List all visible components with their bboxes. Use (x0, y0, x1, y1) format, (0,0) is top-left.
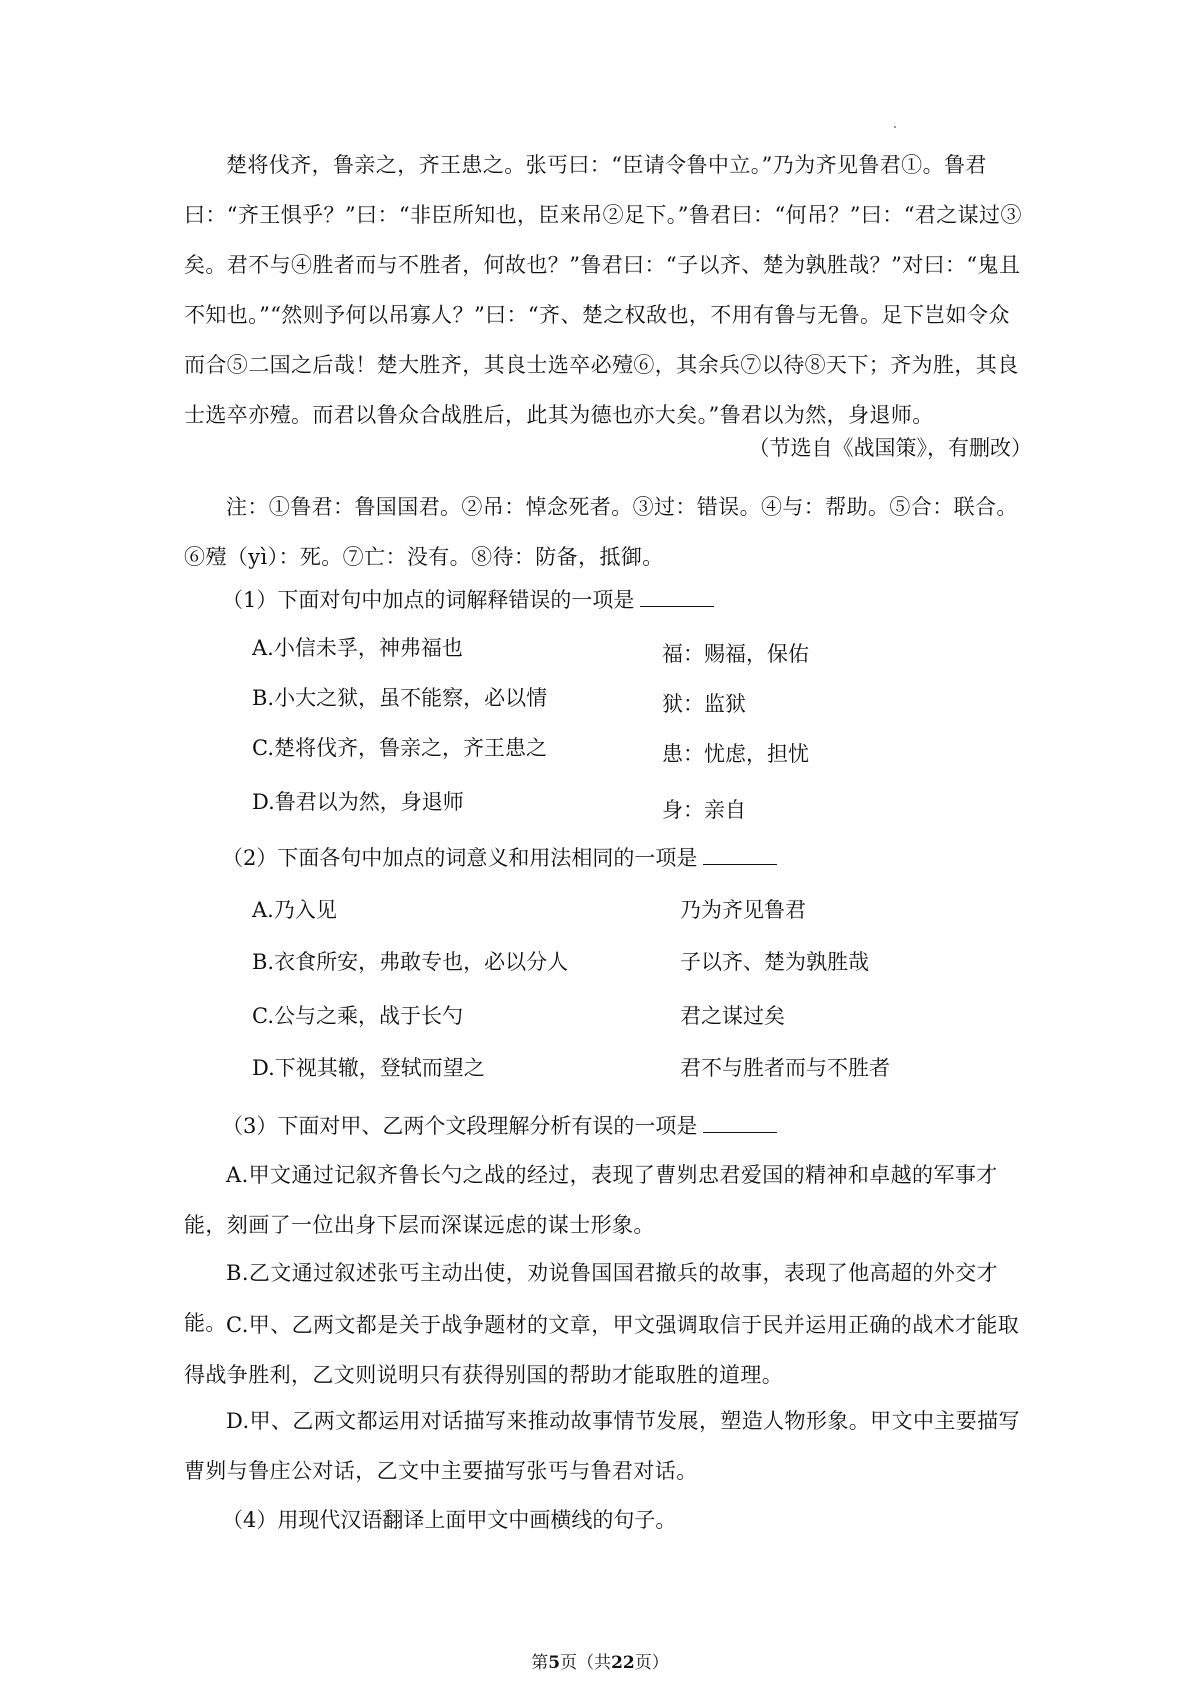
q1-option-b-gloss: 狱：监狱 (662, 692, 746, 716)
footer-page-number: 5 (548, 1653, 561, 1673)
q3-option-a: A.甲文通过记叙齐鲁长勺之战的经过，表现了曹刿忠君爱国的精神和卓越的军事才能，刻画了一位出身下层而深谋远虑的谋士形象。 (184, 1163, 998, 1237)
footer-suffix: 页） (634, 1653, 669, 1673)
notes: 注：①鲁君：鲁国国君。②吊：悼念死者。③过：错误。④与：帮助。⑤合：联合。⑥殪（yì）：死。⑦亡：没有。⑧待：防备，抵御。 (184, 495, 1018, 569)
q4-stem: （4）用现代汉语翻译上面甲文中画横线的句子。 (222, 1508, 677, 1532)
q1-option-d: D.鲁君以为然，身退师 (252, 790, 464, 814)
q1-option-c: C.楚将伐齐，鲁亲之，齐王患之 (252, 736, 547, 760)
q2-option-a: A.乃入见 (252, 898, 337, 922)
q2-option-d-pair: 君不与胜者而与不胜者 (680, 1056, 890, 1080)
q2-option-d: D.下视其辙，登轼而望之 (252, 1056, 485, 1080)
footer-mid: 页（共 (560, 1653, 612, 1673)
q1-option-c-gloss: 患：忧虑，担忧 (662, 742, 809, 766)
q2-option-c: C.公与之乘，战于长勺 (252, 1004, 463, 1028)
q1-option-b: B.小大之狱，虽不能察，必以情 (252, 686, 548, 710)
q3-option-b: B.乙文通过叙述张丐主动出使，劝说鲁国国君撤兵的故事，表现了他高超的外交才能。 (184, 1261, 998, 1335)
passage-text: 楚将伐齐，鲁亲之，齐王患之。张丐曰：“臣请令鲁中立。”乃为齐见鲁君①。鲁君曰：“齐王惧乎？”曰：“非臣所知也，臣来吊②足下。”鲁君曰：“何吊？”曰：“君之谋过③矣。君不与④胜者而与不胜者，何故也？”鲁君曰：“子以齐、楚为孰胜哉？”对曰：“鬼且不知也。”“然则予何以吊寡人？”曰：“齐、楚之权敌也，不用有鲁与无鲁。足下岂如令众而合⑤二国之后哉！楚大胜齐，其良士选卒必殪⑥，其余兵⑦以待⑧天下；齐为胜，其良士选卒亦殪。而君以鲁众合战胜后，此其为德也亦大矣。”鲁君以为然，身退师。 (184, 153, 1022, 427)
passage-source: （节选自《战国策》，有删改） (748, 436, 1032, 460)
q3-option-d: D.甲、乙两文都运用对话描写来推动故事情节发展，塑造人物形象。甲文中主要描写曹刿与鲁庄公对话，乙文中主要描写张丐与鲁君对话。 (184, 1409, 1020, 1483)
scan-speck (894, 126, 896, 128)
q1-stem-row (222, 584, 714, 614)
footer-prefix: 第 (531, 1653, 549, 1673)
q3-stem: （3）下面对甲、乙两个文段理解分析有误的一项是 (222, 1114, 698, 1138)
q2-answer-blank[interactable] (703, 846, 777, 865)
q2-option-c-pair: 君之谋过矣 (680, 1004, 785, 1028)
q1-option-d-gloss: 身：亲自 (662, 798, 746, 822)
q2-stem: （2）下面各句中加点的词意义和用法相同的一项是 (222, 846, 698, 870)
q3-stem-row (222, 1110, 777, 1140)
q1-option-a-gloss: 福：赐福，保佑 (662, 642, 809, 666)
q1-answer-blank[interactable] (640, 588, 714, 607)
q3-option-c: C.甲、乙两文都是关于战争题材的文章，甲文强调取信于民并运用正确的战术才能取得战争胜利，乙文则说明只有获得别国的帮助才能取胜的道理。 (184, 1313, 1020, 1387)
q2-option-a-pair: 乃为齐见鲁君 (680, 898, 806, 922)
page-footer (0, 1648, 1200, 1673)
footer-total-pages: 22 (611, 1653, 635, 1673)
q1-stem: （1）下面对句中加点的词解释错误的一项是 (222, 588, 635, 612)
q2-stem-row (222, 842, 777, 872)
q3-answer-blank[interactable] (703, 1114, 777, 1133)
q2-option-b-pair: 子以齐、楚为孰胜哉 (680, 950, 869, 974)
q2-option-b: B.衣食所安，弗敢专也，必以分人 (252, 950, 569, 974)
q1-option-a: A.小信未孚，神弗福也 (252, 636, 463, 660)
